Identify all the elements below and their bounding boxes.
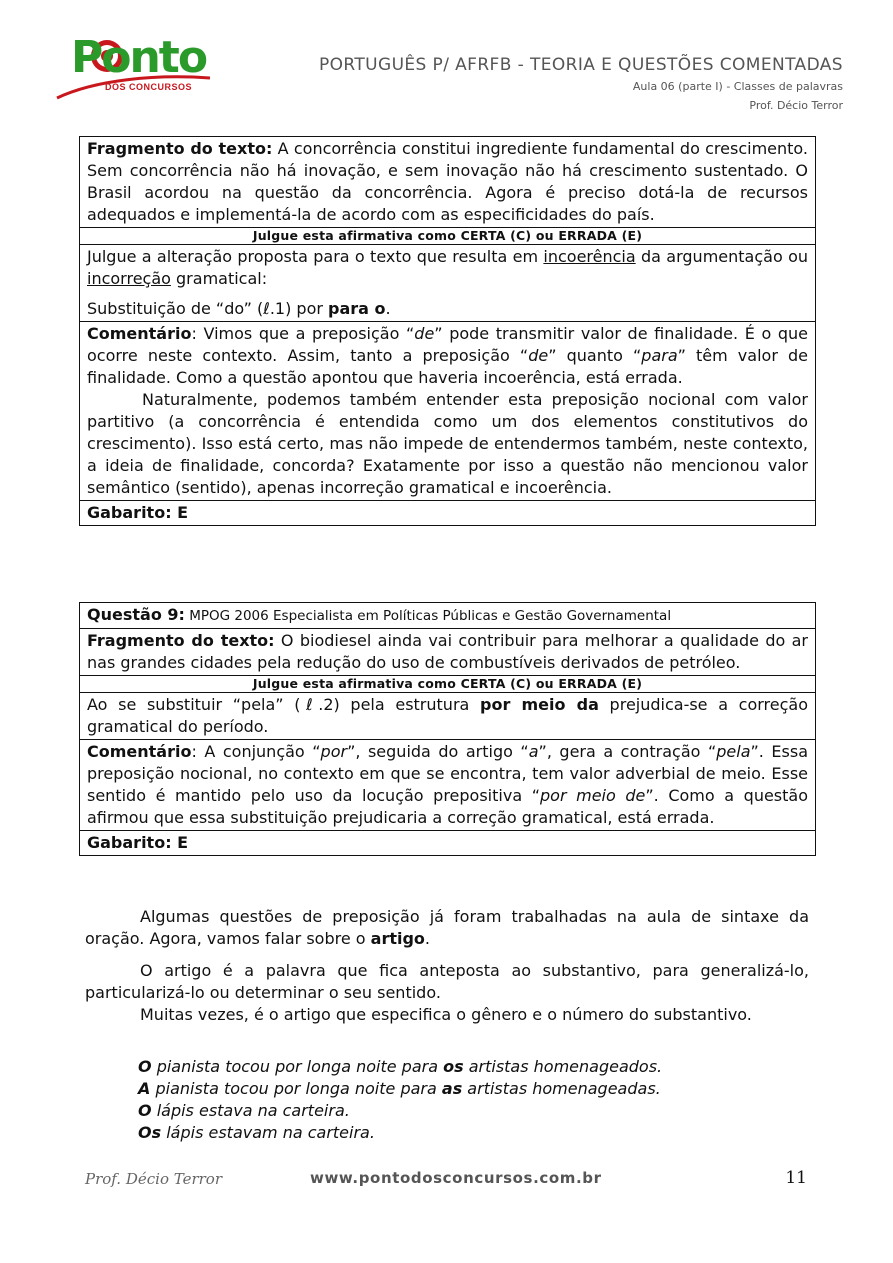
header-professor: Prof. Décio Terror	[749, 99, 843, 112]
comment-text: : A conjunção “	[191, 742, 321, 761]
example-text: lápis estava na carteira.	[151, 1101, 350, 1120]
footer-author: Prof. Décio Terror	[85, 1170, 223, 1188]
body-text: Algumas questões de preposição já foram trabalhadas na aula de sintaxe da oração. Agora, vamos falar sobre o	[85, 907, 809, 948]
logo-word: Ponto	[71, 32, 207, 83]
comment-italic: para	[641, 346, 678, 365]
comment-text: ” quanto “	[548, 346, 642, 365]
example-article: os	[443, 1057, 464, 1076]
comment-italic: a	[528, 742, 539, 761]
fragment-text: O biodiesel ainda vai contribuir para melhorar a qualidade do ar nas grandes cidades pela redução do uso de combustíveis derivados de petróleo.	[87, 631, 809, 672]
footer-url[interactable]: www.pontodosconcursos.com.br	[310, 1169, 602, 1187]
comment-text: : Vimos que a preposição “	[191, 324, 415, 343]
answer-value: : E	[165, 503, 189, 522]
comment-italic: pela	[716, 742, 751, 761]
comment-italic: de	[414, 324, 435, 343]
question-box-8	[79, 136, 816, 526]
comment-row	[80, 739, 815, 830]
statement-bold: por meio da	[480, 695, 599, 714]
site-logo	[55, 32, 215, 102]
header-title: PORTUGUÊS P/ AFRFB - TEORIA E QUESTÕES COMENTADAS	[318, 55, 843, 75]
example-text: artistas homenageadas.	[462, 1079, 661, 1098]
comment-text: ” têm valor de finalidade. Como a questão apontou que haveria incoerência, está errada.	[87, 346, 808, 387]
example-line	[85, 1122, 809, 1144]
judge-header: Julgue esta afirmativa como CERTA (C) ou ERRADA (E)	[80, 675, 815, 692]
comment-label: Comentário	[87, 742, 192, 761]
page-number: 11	[785, 1168, 807, 1188]
judge-header: Julgue esta afirmativa como CERTA (C) ou ERRADA (E)	[80, 227, 815, 244]
comment-italic: por	[320, 742, 348, 761]
example-article: O	[138, 1101, 152, 1120]
question-box-9	[79, 602, 816, 856]
comment-paragraph-2: Naturalmente, podemos também entender esta preposição nocional com valor partitivo (a concorrência é entendida como um dos elementos constitutivos do crescimento). Isso está certo, mas não impede de entendermos também, neste contexto, a ideia de finalidade, concorda? Exatamente por isso a questão não mencionou valor semântico (sentido), apenas incorreção gramatical e incoerência.	[87, 390, 808, 497]
comment-italic: por meio de	[540, 786, 646, 805]
statement-text: prejudica-se a correção gramatical do período.	[87, 695, 809, 736]
example-article: as	[441, 1079, 463, 1098]
answer-label: Gabarito	[87, 833, 166, 852]
example-article: O	[138, 1057, 152, 1076]
answer-value: : E	[165, 833, 189, 852]
body-text: O artigo é a palavra que fica anteposta ao substantivo, para generalizá-lo, particularizá-lo ou determinar o seu sentido.	[85, 961, 809, 1002]
example-text: pianista tocou por longa noite para	[151, 1057, 444, 1076]
substitution-text: Substituição de “do” (ℓ.1) por	[87, 299, 329, 318]
examples-list	[85, 1056, 809, 1144]
statement-text: da argumentação ou	[635, 247, 808, 266]
fragment-text: A concorrência constitui ingrediente fundamental do crescimento. Sem concorrência não há inovação, e sem inovação não há crescimento sustentado. O Brasil acordou na questão da concorrência. Agora é preciso dotá-la de recursos adequados e implementá-la de acordo com as especificidades do país.	[87, 139, 809, 224]
statement-text: Julgue a alteração proposta para o texto que resulta em	[87, 247, 544, 266]
fragment-label: Fragmento do texto:	[87, 139, 273, 158]
question-label: Questão 9:	[87, 605, 185, 624]
statement-underline: incorreção	[87, 269, 171, 288]
answer-row	[80, 830, 815, 855]
substitution-line	[87, 298, 808, 320]
comment-text: ”. Essa preposição nocional, no contexto em que se encontra, tem valor adverbial de meio. Esse sentido é mantido pelo uso da locução prepositiva “	[87, 742, 809, 805]
example-line	[85, 1056, 809, 1078]
body-paragraph-1	[85, 906, 809, 950]
body-paragraph-2	[85, 960, 809, 1026]
substitution-end: .	[385, 299, 391, 318]
comment-text: ”. Como a questão afirmou que essa substituição prejudicaria a correção gramatical, está errada.	[87, 786, 809, 827]
body-bold: artigo	[370, 929, 425, 948]
example-article: A	[138, 1079, 151, 1098]
fragment-row	[80, 628, 815, 675]
answer-row	[80, 500, 815, 525]
comment-text: ” pode transmitir valor de finalidade. É o que ocorre neste contexto. Assim, tanto a preposição “	[87, 324, 808, 365]
statement-row	[80, 692, 815, 739]
body-text: .	[424, 929, 430, 948]
fragment-label: Fragmento do texto:	[87, 631, 275, 650]
statement-text: gramatical:	[170, 269, 268, 288]
example-text: pianista tocou por longa noite para	[150, 1079, 442, 1098]
question-source: MPOG 2006 Especialista em Políticas Públicas e Gestão Governamental	[184, 608, 672, 624]
statement-text: Ao se substituir “pela” (ℓ.2) pela estrutura	[87, 695, 480, 714]
substitution-bold: para o	[328, 299, 386, 318]
example-article: Os	[138, 1123, 162, 1142]
comment-label: Comentário	[87, 324, 192, 343]
body-text: Muitas vezes, é o artigo que especifica o gênero e o número do substantivo.	[140, 1005, 752, 1024]
comment-text: ”, gera a contração “	[538, 742, 717, 761]
example-text: lápis estavam na carteira.	[161, 1123, 375, 1142]
logo-subtitle: DOS CONCURSOS	[105, 82, 193, 92]
statement-underline: incoerência	[543, 247, 636, 266]
example-line	[85, 1078, 809, 1100]
answer-label: Gabarito	[87, 503, 166, 522]
comment-text: ”, seguida do artigo “	[347, 742, 529, 761]
question-header-row	[80, 603, 815, 628]
comment-row	[80, 321, 815, 500]
example-text: artistas homenageados.	[463, 1057, 663, 1076]
example-line	[85, 1100, 809, 1122]
header-subtitle: Aula 06 (parte I) - Classes de palavras	[632, 80, 843, 93]
fragment-row	[80, 137, 815, 227]
statement-row	[80, 244, 815, 321]
comment-italic: de	[528, 346, 549, 365]
